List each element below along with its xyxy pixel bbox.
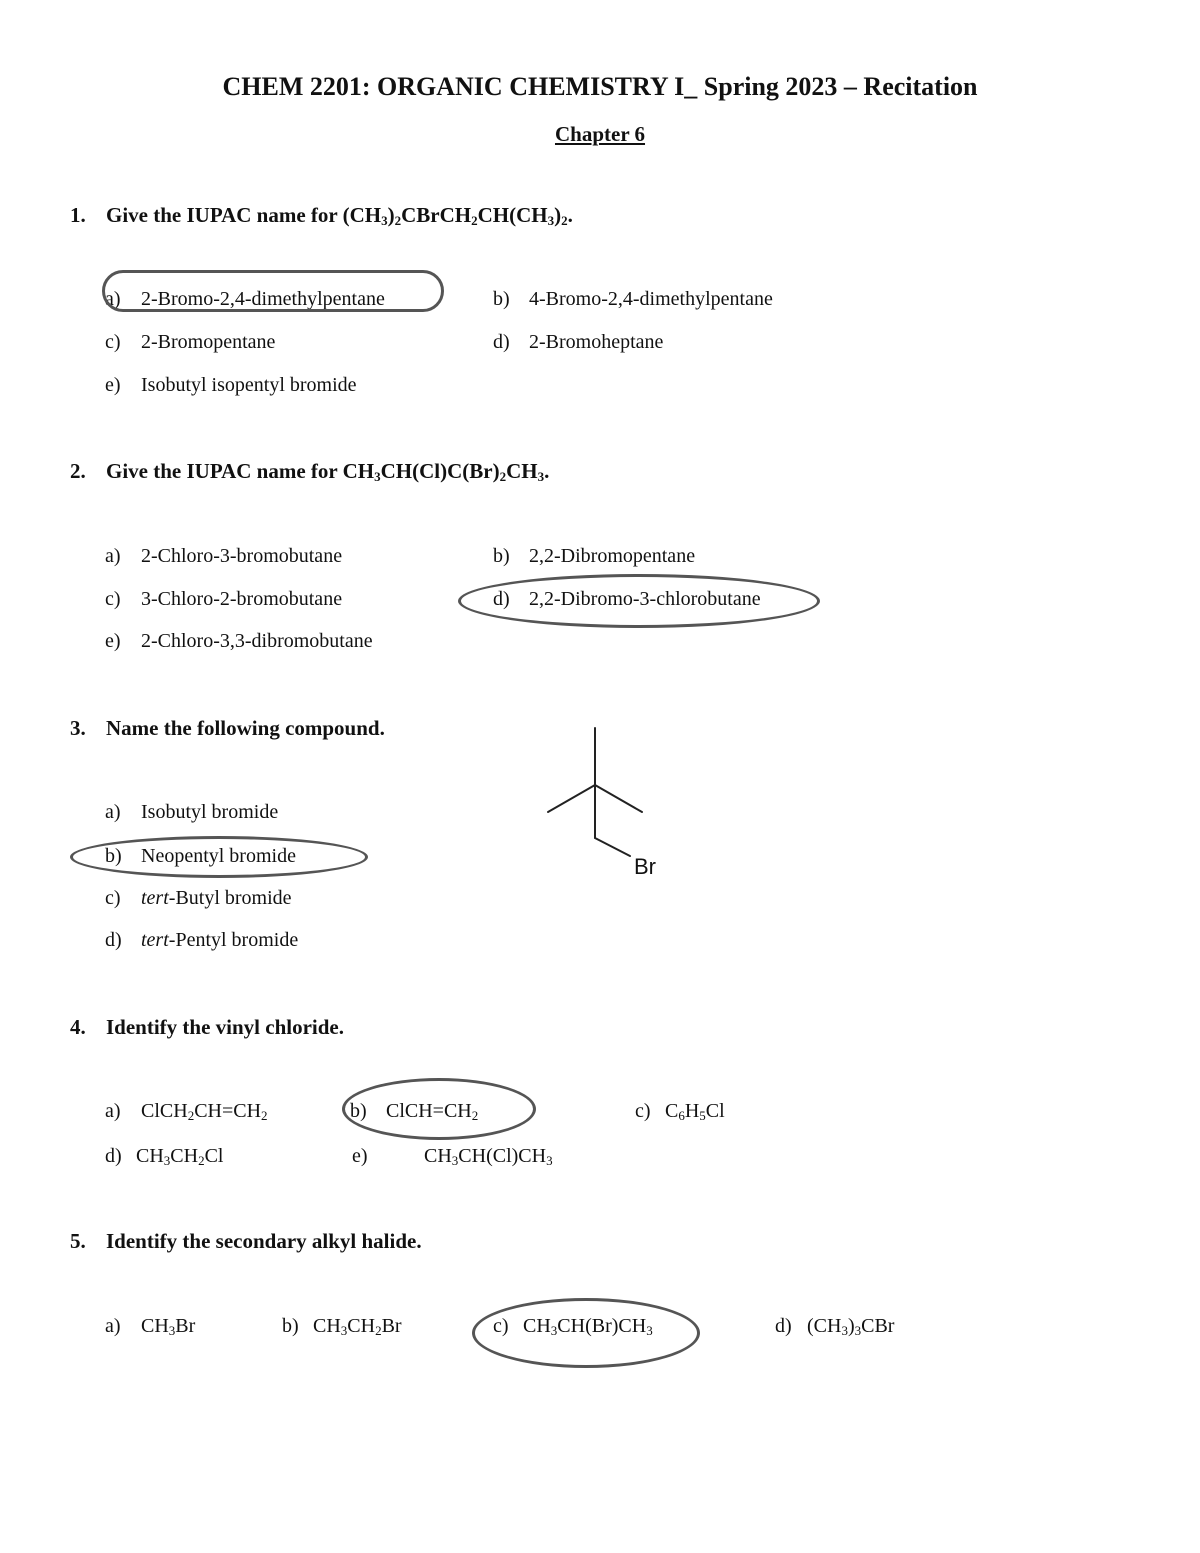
- bond: [595, 785, 642, 812]
- option-2b[interactable]: b) 2,2-Dibromopentane: [493, 545, 696, 567]
- option-2c[interactable]: c) 3-Chloro-2-bromobutane: [105, 588, 343, 610]
- option-3c[interactable]: c) tert-Butyl bromide: [105, 887, 292, 909]
- option-4b[interactable]: b) $ClCH=CH_2$: [350, 1100, 479, 1123]
- option-1a[interactable]: a) 2-Bromo-2,4-dimethylpentane: [105, 288, 385, 310]
- answer-circle: [472, 1298, 700, 1368]
- bromine-label: Br: [634, 854, 656, 879]
- question-number: 5.: [70, 1229, 86, 1253]
- question-3: 3. Name the following compound.: [70, 716, 385, 740]
- formula: $(CH_3)_2CBrCH_2CH(CH_3)_2$.: [342, 203, 573, 228]
- option-4a[interactable]: a) $ClCH_2CH=CH_2$: [105, 1100, 268, 1123]
- question-1: 1. Give the IUPAC name for $(CH_3)_2CBrCH_2CH(CH_3)_2$.: [70, 203, 573, 228]
- bond: [548, 785, 595, 812]
- option-1e[interactable]: e) Isobutyl isopentyl bromide: [105, 374, 357, 396]
- question-number: 4.: [70, 1015, 86, 1039]
- option-4d[interactable]: d) $CH_3CH_2Cl$: [105, 1145, 224, 1168]
- option-5b[interactable]: b) $CH_3CH_2Br$: [282, 1315, 402, 1338]
- option-3b[interactable]: b) Neopentyl bromide: [105, 845, 296, 867]
- question-number: 2.: [70, 459, 86, 483]
- option-3d[interactable]: d) tert-Pentyl bromide: [105, 929, 299, 951]
- formula: $CH_3CH(Cl)C(Br)_2CH_3$.: [342, 459, 550, 484]
- option-5c[interactable]: c) $CH_3CH(Br)CH_3$: [493, 1315, 653, 1338]
- neopentyl-bromide-structure: [540, 720, 680, 890]
- option-1d[interactable]: d) 2-Bromoheptane: [493, 331, 664, 353]
- answer-circle: [70, 836, 368, 878]
- question-5: 5. Identify the secondary alkyl halide.: [70, 1229, 422, 1253]
- option-5d[interactable]: d) $(CH_3)_3CBr$: [775, 1315, 895, 1338]
- option-2d[interactable]: d) 2,2-Dibromo-3-chlorobutane: [493, 588, 761, 610]
- question-number: 3.: [70, 716, 86, 740]
- option-4c[interactable]: c) $C_6H_5Cl$: [635, 1100, 725, 1123]
- answer-circle: [458, 574, 820, 628]
- option-1b[interactable]: b) 4-Bromo-2,4-dimethylpentane: [493, 288, 773, 310]
- option-2a[interactable]: a) 2-Chloro-3-bromobutane: [105, 545, 343, 567]
- answer-circle: [342, 1078, 536, 1140]
- answer-circle: [102, 270, 444, 312]
- question-2: 2. Give the IUPAC name for $CH_3CH(Cl)C(Br)_2CH_3$.: [70, 459, 550, 484]
- option-2e[interactable]: e) 2-Chloro-3,3-dibromobutane: [105, 630, 373, 652]
- question-number: 1.: [70, 203, 86, 227]
- option-5a[interactable]: a) $CH_3Br$: [105, 1315, 196, 1338]
- option-3a[interactable]: a) Isobutyl bromide: [105, 801, 279, 823]
- page-title: CHEM 2201: ORGANIC CHEMISTRY I_ Spring 2023 – Recitation: [222, 72, 978, 101]
- option-1c[interactable]: c) 2-Bromopentane: [105, 331, 276, 353]
- chapter-heading: Chapter 6: [554, 122, 646, 146]
- bond: [595, 838, 630, 856]
- question-4: 4. Identify the vinyl chloride.: [70, 1015, 345, 1039]
- option-4e[interactable]: e) $CH_3CH(Cl)CH_3$: [352, 1145, 553, 1168]
